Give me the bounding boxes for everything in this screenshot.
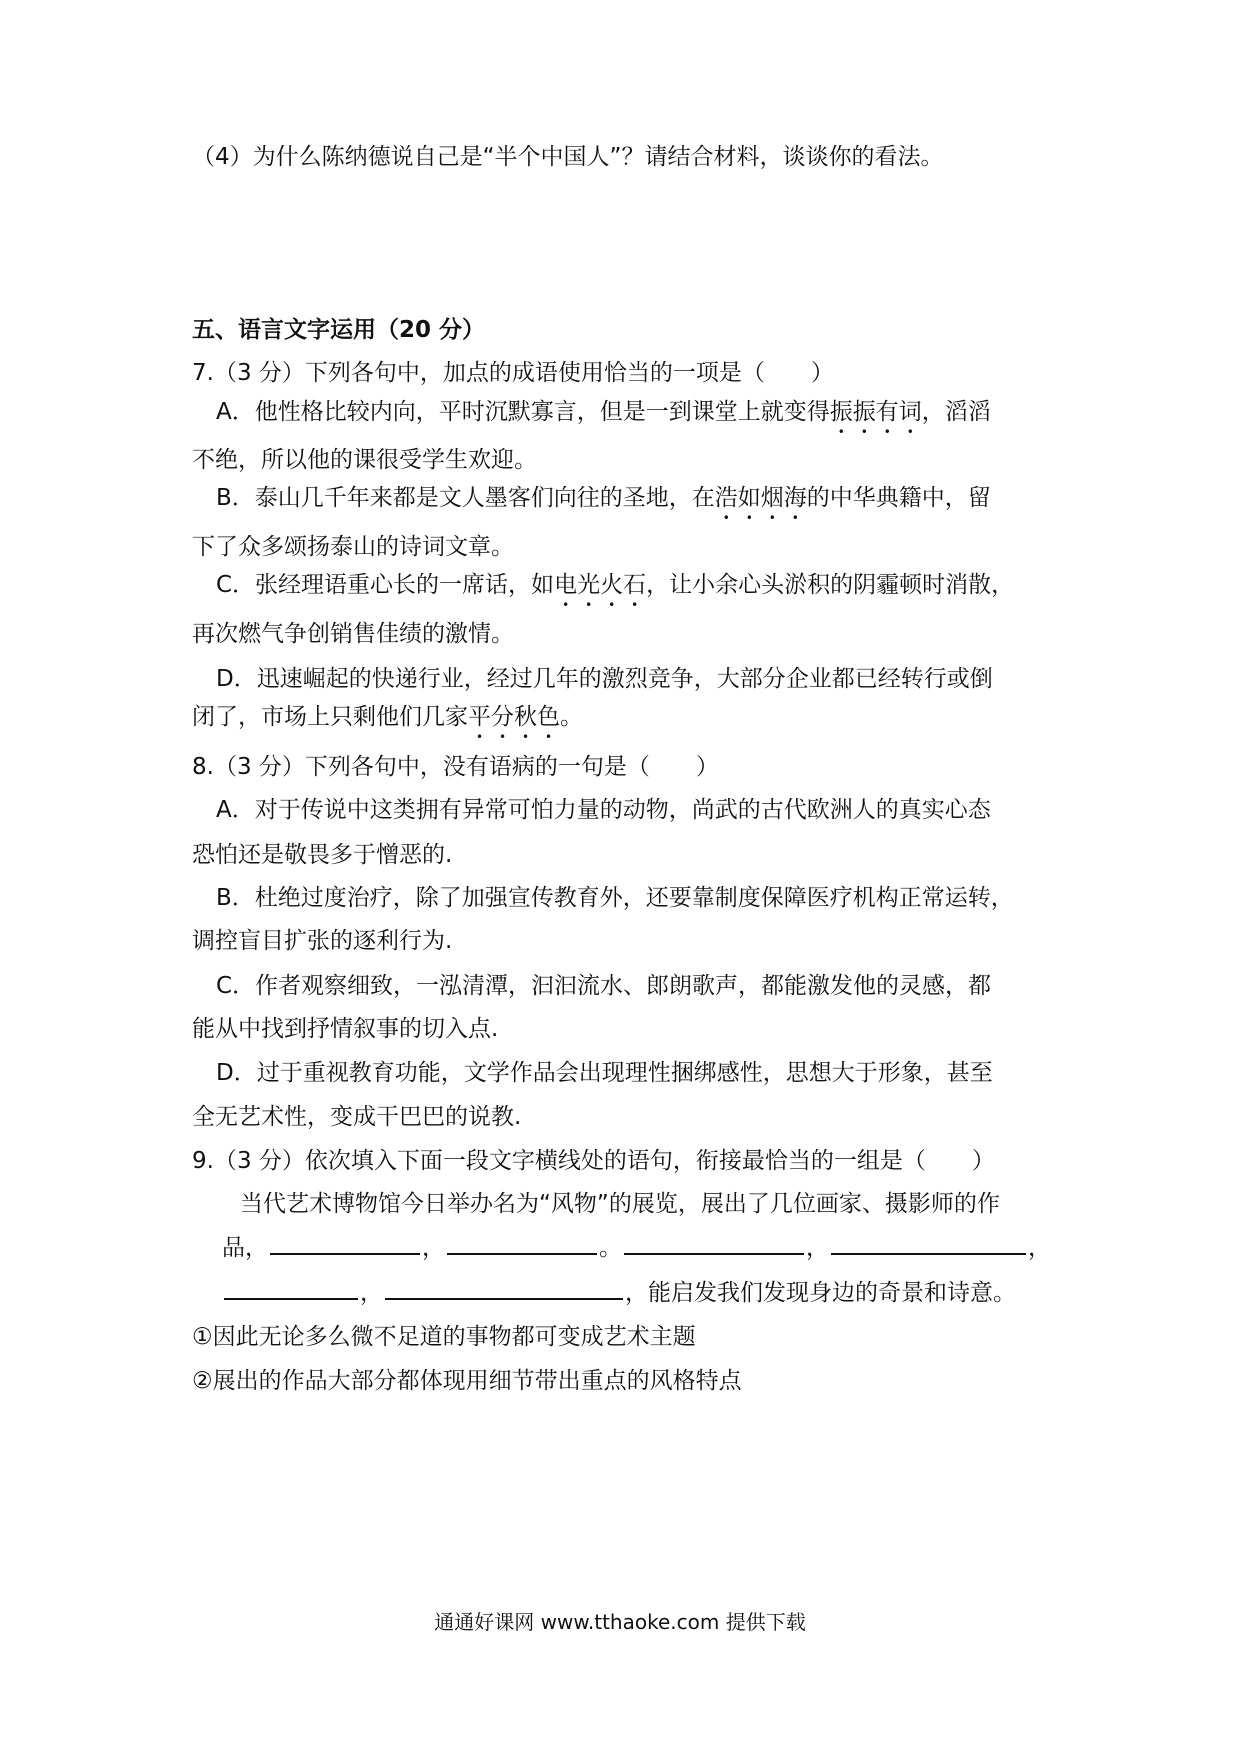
option-text: 闭了，市场上只剩他们几家 xyxy=(192,704,468,730)
question-9-passage: 当代艺术博物馆今日举办名为“风物”的展览，展出了几位画家、摄影师的作 xyxy=(240,1191,1000,1217)
option-text: ，滔滔 xyxy=(921,399,991,425)
fill-blank xyxy=(224,1276,358,1300)
fill-blank xyxy=(447,1231,597,1255)
dotted-idiom: 电光火石 xyxy=(554,572,647,598)
punctuation: ， xyxy=(806,1235,829,1261)
question-7-option-a xyxy=(216,395,1086,439)
question-9-passage-blanks-1 xyxy=(222,1231,1092,1265)
question-9-option-2: ②展出的作品大部分都体现用细节带出重点的风格特点 xyxy=(192,1368,742,1394)
punctuation: ， xyxy=(1028,1235,1051,1261)
question-9-stem: 9.（3 分）依次填入下面一段文字横线处的语句，衔接最恰当的一组是（ ） xyxy=(192,1148,995,1174)
fill-blank xyxy=(831,1231,1026,1255)
option-text: C．张经理语重心长的一席话，如 xyxy=(216,572,555,598)
question-9-option-1: ①因此无论多么微不足道的事物都可变成艺术主题 xyxy=(192,1324,696,1350)
question-8-option-c: C．作者观察细致，一泓清潭，汩汩流水、郎朗歌声，都能激发他的灵感，都 xyxy=(216,973,992,999)
question-6-4: （4）为什么陈纳德说自己是“半个中国人”？请结合材料，谈谈你的看法。 xyxy=(192,144,944,170)
fill-blank xyxy=(385,1276,623,1300)
question-7-option-a-cont: 不绝，所以他的课很受学生欢迎。 xyxy=(192,447,537,473)
punctuation: ， xyxy=(422,1235,445,1261)
question-7-option-b xyxy=(216,481,1086,525)
question-8-option-c-cont: 能从中找到抒情叙事的切入点. xyxy=(192,1016,499,1042)
page-footer: 通通好课网 www.tthaoke.com 提供下载 xyxy=(434,1610,806,1634)
question-8-option-a-cont: 恐怕还是敬畏多于憎恶的. xyxy=(192,842,453,868)
question-8-option-d-cont: 全无艺术性，变成干巴巴的说教. xyxy=(192,1104,522,1130)
question-8-stem: 8.（3 分）下列各句中，没有语病的一句是（ ） xyxy=(192,754,719,780)
option-text: B．泰山几千年来都是文人墨客们向往的圣地，在 xyxy=(216,485,715,511)
fill-blank xyxy=(624,1231,804,1255)
option-text: A．他性格比较内向，平时沉默寡言，但是一到课堂上就变得 xyxy=(216,399,830,425)
question-7-option-c xyxy=(216,568,1086,612)
question-9-passage-blanks-2 xyxy=(222,1276,1092,1310)
question-7-option-c-cont: 再次燃气争创销售佳绩的激情。 xyxy=(192,621,514,647)
question-7-stem: 7.（3 分）下列各句中，加点的成语使用恰当的一项是（ ） xyxy=(192,360,834,386)
option-text: 。 xyxy=(560,704,583,730)
question-7-option-d-cont xyxy=(192,700,1062,744)
punctuation: ， xyxy=(360,1280,383,1306)
question-7-option-d: D．迅速崛起的快递行业，经过几年的激烈竞争，大部分企业都已经转行或倒 xyxy=(216,666,993,692)
question-8-option-a: A．对于传说中这类拥有异常可怕力量的动物，尚武的古代欧洲人的真实心态 xyxy=(216,797,991,823)
question-8-option-b-cont: 调控盲目扩张的逐利行为. xyxy=(192,928,453,954)
option-text: 的中华典籍中，留 xyxy=(806,485,991,511)
dotted-idiom: 振振有词 xyxy=(829,399,922,425)
passage-text: 品， xyxy=(222,1235,268,1261)
question-8-option-d: D．过于重视教育功能，文学作品会出现理性捆绑感性，思想大于形象，甚至 xyxy=(216,1060,993,1086)
question-7-option-b-cont: 下了众多颂扬泰山的诗词文章。 xyxy=(192,534,514,560)
punctuation: 。 xyxy=(599,1235,622,1261)
fill-blank xyxy=(270,1231,420,1255)
passage-text: ，能启发我们发现身边的奇景和诗意。 xyxy=(625,1280,1016,1306)
question-8-option-b: B．杜绝过度治疗，除了加强宣传教育外，还要靠制度保障医疗机构正常运转， xyxy=(216,885,1014,911)
section-5-title: 五、语言文字运用（20 分） xyxy=(192,317,486,343)
dotted-idiom: 平分秋色 xyxy=(468,704,560,730)
option-text: ，让小余心头淤积的阴霾顿时消散， xyxy=(646,572,1015,598)
dotted-idiom: 浩如烟海 xyxy=(714,485,807,511)
